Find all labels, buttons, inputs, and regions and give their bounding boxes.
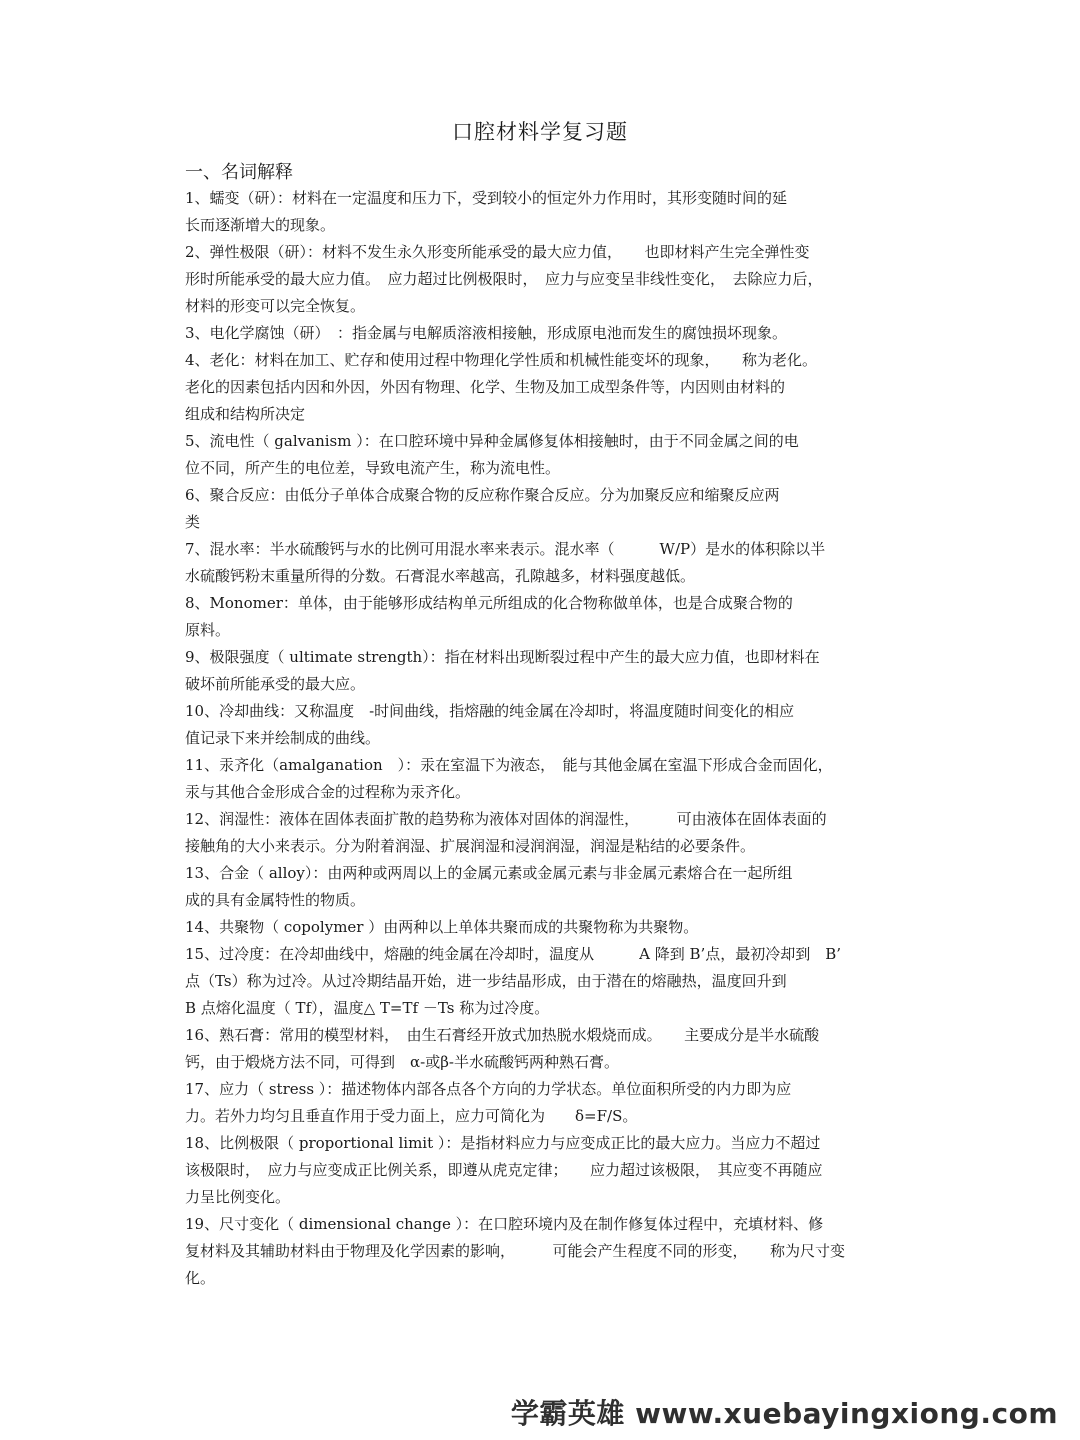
entry-line: 13、合金（ alloy）：由两种或两周以上的金属元素或金属元素与非金属元素熔合在一起所组 [185,864,793,882]
definition-entry-17 [185,1076,885,1130]
entry-line: 9、极限强度（ ultimate strength）：指在材料出现断裂过程中产生的最大应力值，也即材料在 [185,648,820,666]
definition-entry-8 [185,590,885,644]
entry-line: 力呈比例变化。 [185,1188,291,1206]
definition-entry-14 [185,914,885,941]
entry-line: 材料的形变可以完全恢复。 [185,297,366,315]
entry-line: 破坏前所能承受的最大应。 [185,675,366,693]
definition-list [185,185,885,1292]
document-title: 口腔材料学复习题 [452,120,628,144]
entry-line: 3、电化学腐蚀（研） ：指金属与电解质溶液相接触，形成原电池而发生的腐蚀损坏现象。 [185,324,788,342]
entry-line: 汞与其他合金形成合金的过程称为汞齐化。 [185,783,471,801]
entry-line: 14、共聚物（ copolymer ）由两种以上单体共聚而成的共聚物称为共聚物。 [185,918,699,936]
entry-line: 15、过冷度：在冷却曲线中，熔融的纯金属在冷却时，温度从 A 降到 B’点，最初冷却到 B’ [185,945,842,963]
entry-line: 6、聚合反应：由低分子单体合成聚合物的反应称作聚合反应。分为加聚反应和缩聚反应两 [185,486,780,504]
definition-entry-10 [185,698,885,752]
entry-line: 该极限时， 应力与应变成正比例关系，即遵从虎克定律； 应力超过该极限， 其应变不再随应 [185,1161,823,1179]
definition-entry-11 [185,752,885,806]
entry-line: 水硫酸钙粉末重量所得的分数。石膏混水率越高，孔隙越多，材料强度越低。 [185,567,696,585]
definition-entry-19 [185,1211,885,1292]
entry-line: 成的具有金属特性的物质。 [185,891,366,909]
entry-line: 接触角的大小来表示。分为附着润湿、扩展润湿和浸润润湿，润湿是粘结的必要条件。 [185,837,756,855]
entry-line: 位不同，所产生的电位差，导致电流产生，称为流电性。 [185,459,561,477]
entry-line: 5、流电性（ galvanism ）：在口腔环境中异种金属修复体相接触时，由于不同金属之间的电 [185,432,799,450]
entry-line: 4、老化：材料在加工、贮存和使用过程中物理化学性质和机械性能变坏的现象， 称为老化。 [185,351,818,369]
section-heading: 一、名词解释 [185,162,293,183]
definition-entry-7 [185,536,885,590]
entry-line: 17、应力（ stress ）：描述物体内部各点各个方向的力学状态。单位面积所受的内力即为应 [185,1080,792,1098]
entry-line: 化。 [185,1269,216,1287]
entry-line: 18、比例极限（ proportional limit ）：是指材料应力与应变成正比的最大应力。当应力不超过 [185,1134,821,1152]
entry-line: 16、熟石膏：常用的模型材料， 由生石膏经开放式加热脱水煅烧而成。 主要成分是半水硫酸 [185,1026,820,1044]
definition-entry-16 [185,1022,885,1076]
definition-entry-6 [185,482,885,536]
definition-entry-1 [185,185,885,239]
entry-line: 点（Ts）称为过冷。从过冷期结晶开始，进一步结晶形成，由于潜在的熔融热，温度回升到 [185,972,787,990]
entry-line: 长而逐渐增大的现象。 [185,216,336,234]
entry-line: 12、润湿性：液体在固体表面扩散的趋势称为液体对固体的润湿性， 可由液体在固体表面的 [185,810,827,828]
definition-entry-3 [185,320,885,347]
definition-entry-18 [185,1130,885,1211]
definition-entry-2 [185,239,885,320]
entry-line: 类 [185,513,201,531]
entry-line: B 点熔化温度（ Tf），温度△ T=Tf －Ts 称为过冷度。 [185,999,550,1017]
entry-line: 老化的因素包括内因和外因，外因有物理、化学、生物及加工成型条件等，内因则由材料的 [185,378,786,396]
entry-line: 19、尺寸变化（ dimensional change ）：在口腔环境内及在制作修复体过程中，充填材料、修 [185,1215,824,1233]
entry-line: 11、汞齐化（amalganation ）：汞在室温下为液态， 能与其他金属在室温下形成合金而固化， [185,756,833,774]
entry-line: 8、Monomer：单体，由于能够形成结构单元所组成的化合物称做单体，也是合成聚合物的 [185,594,793,612]
definition-entry-5 [185,428,885,482]
entry-line: 10、冷却曲线：又称温度 -时间曲线，指熔融的纯金属在冷却时，将温度随时间变化的相应 [185,702,795,720]
definition-entry-12 [185,806,885,860]
entry-line: 7、混水率：半水硫酸钙与水的比例可用混水率来表示。混水率（ W/P）是水的体积除以半 [185,540,826,558]
entry-line: 原料。 [185,621,231,639]
definition-entry-4 [185,347,885,428]
site-watermark: 学霸英雄 www.xuebayingxiong.com [510,1397,1058,1430]
definition-entry-15 [185,941,885,1022]
entry-line: 力。若外力均匀且垂直作用于受力面上，应力可简化为 δ=F/S。 [185,1107,638,1125]
entry-line: 钙，由于煅烧方法不同，可得到 α-或β-半水硫酸钙两种熟石膏。 [185,1053,619,1071]
entry-line: 组成和结构所决定 [185,405,306,423]
entry-line: 值记录下来并绘制成的曲线。 [185,729,381,747]
entry-line: 2、弹性极限（研）：材料不发生永久形变所能承受的最大应力值， 也即材料产生完全弹性变 [185,243,810,261]
entry-line: 形时所能承受的最大应力值。 应力超过比例极限时， 应力与应变呈非线性变化， 去除应力后， [185,270,823,288]
entry-line: 复材料及其辅助材料由于物理及化学因素的影响， 可能会产生程度不同的形变， 称为尺寸变 [185,1242,846,1260]
definition-entry-13 [185,860,885,914]
definition-entry-9 [185,644,885,698]
entry-line: 1、蠕变（研）：材料在一定温度和压力下，受到较小的恒定外力作用时，其形变随时间的延 [185,189,788,207]
